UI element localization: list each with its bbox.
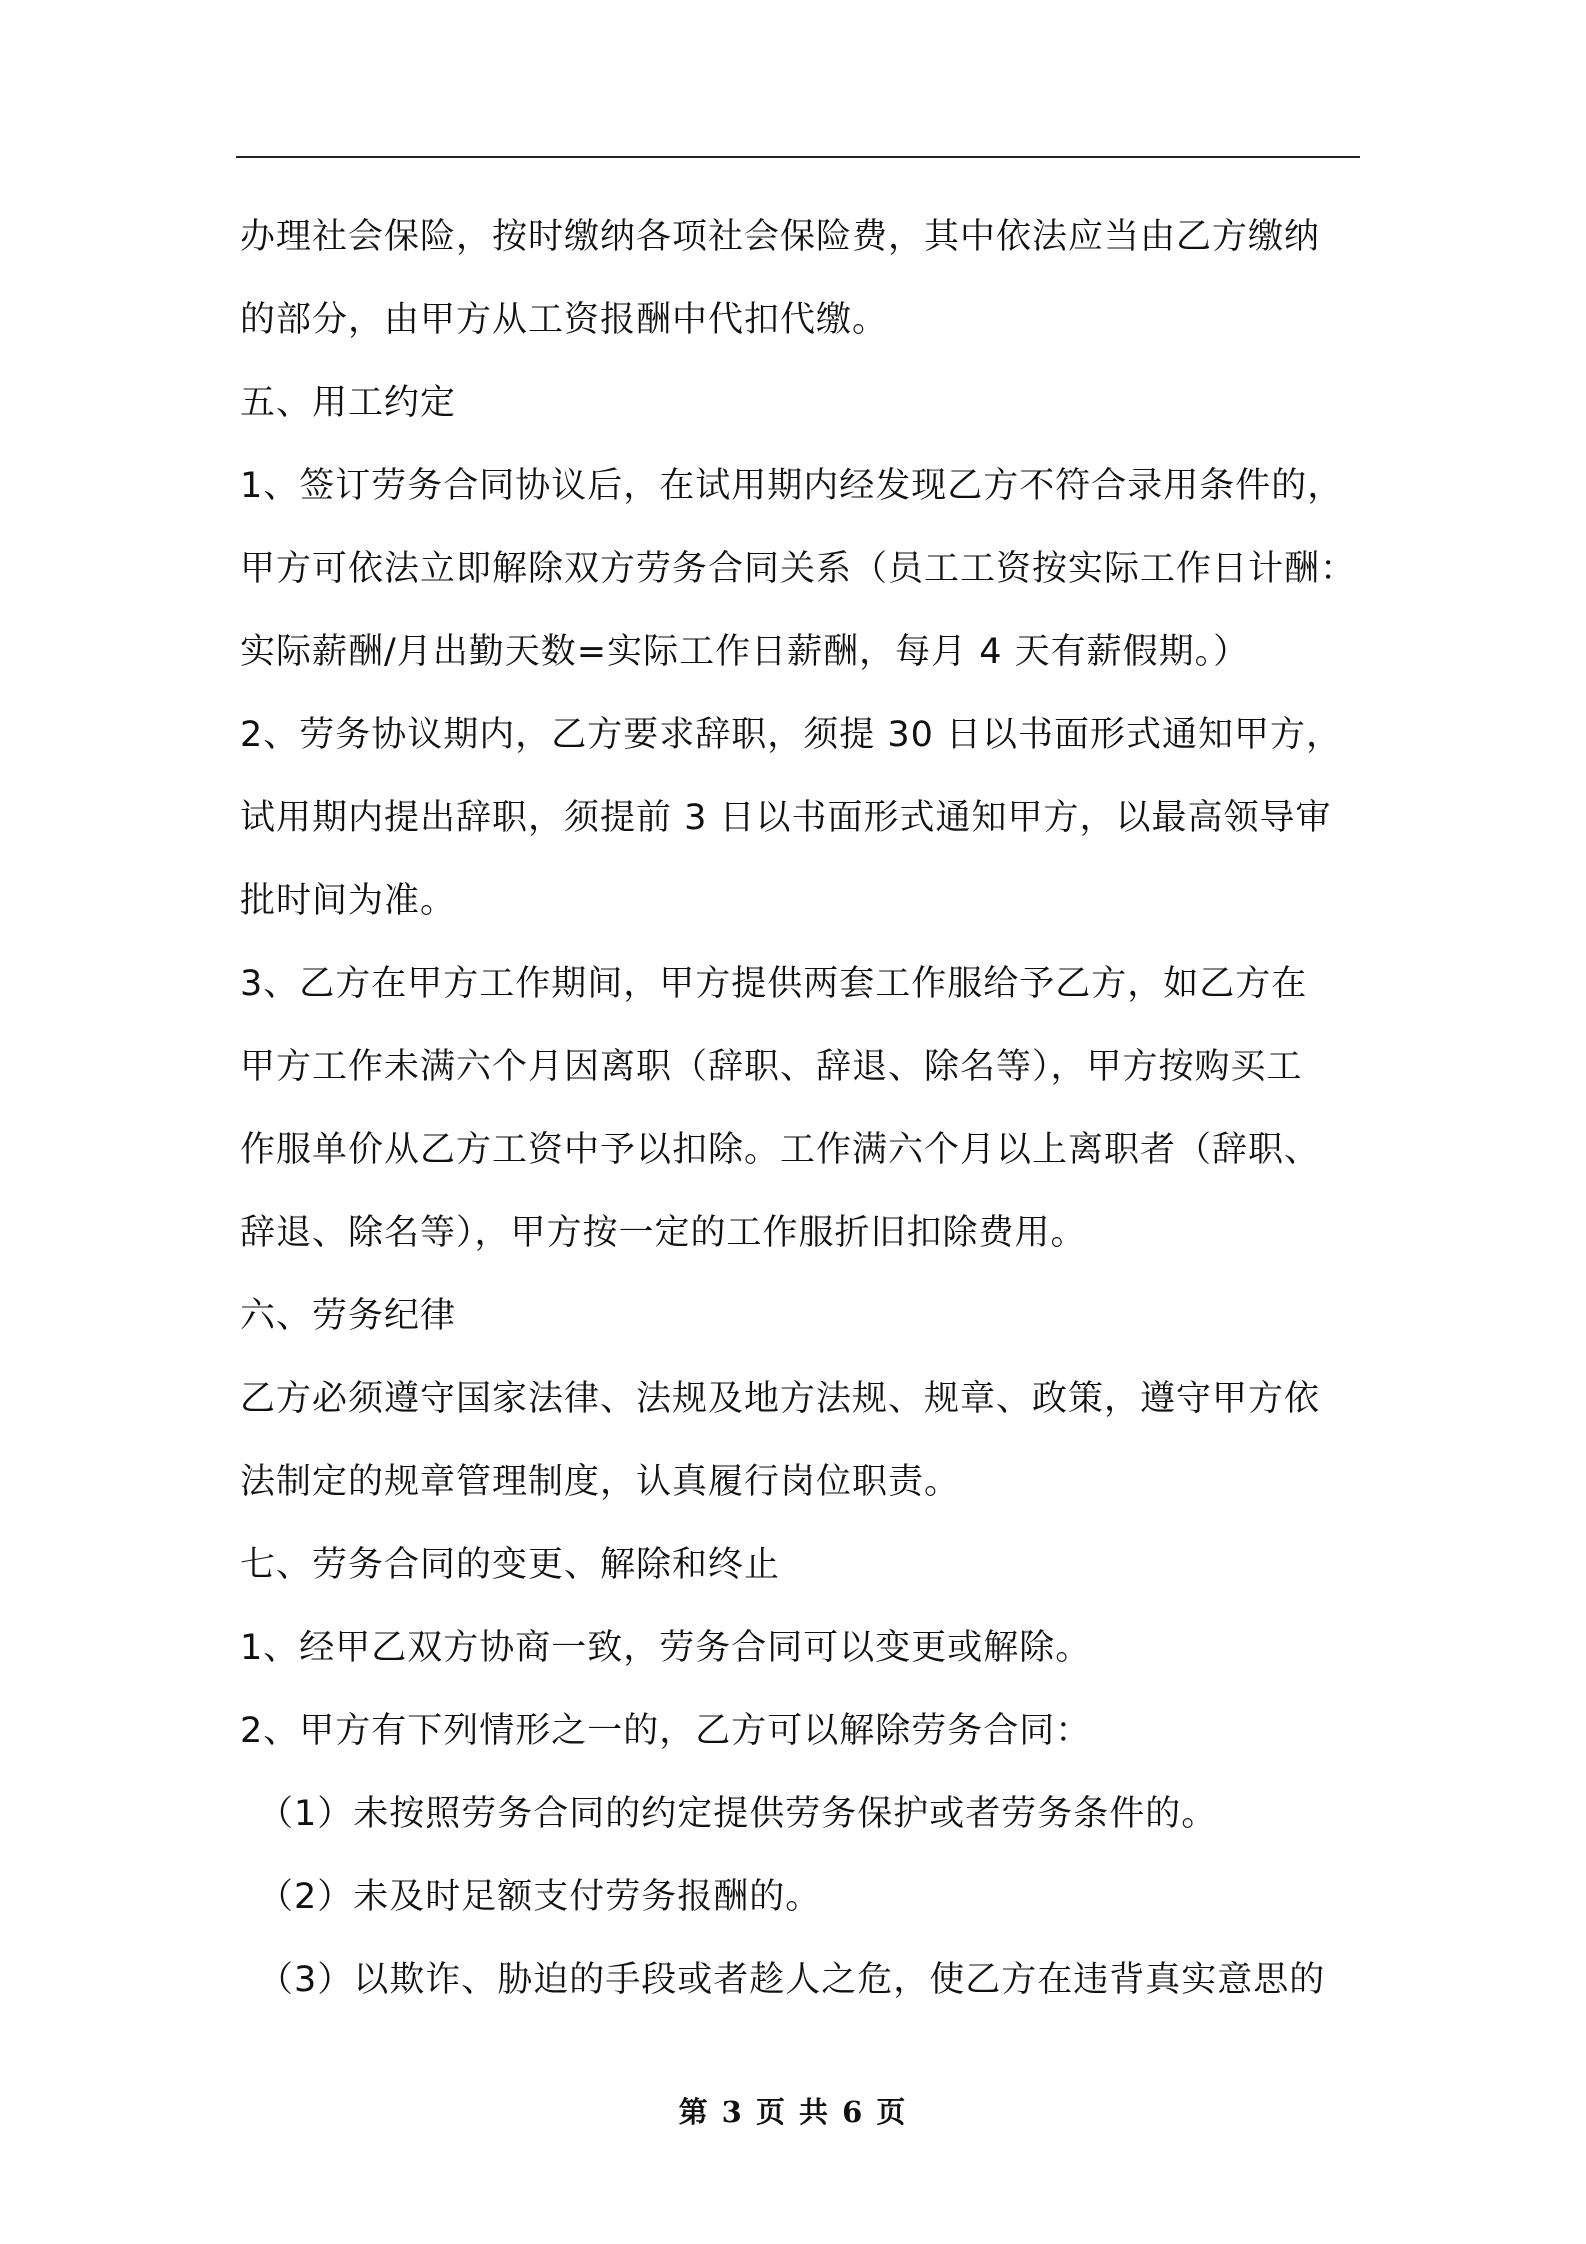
text-line: 3、乙方在甲方工作期间，甲方提供两套工作服给予乙方，如乙方在 — [240, 964, 1308, 1004]
text-line: 乙方必须遵守国家法律、法规及地方法规、规章、政策，遵守甲方依 — [240, 1379, 1321, 1419]
list-item: （1）未按照劳务合同的约定提供劳务保护或者劳务条件的。 — [258, 1794, 1218, 1834]
text-line: 作服单价从乙方工资中予以扣除。工作满六个月以上离职者（辞职、 — [240, 1130, 1321, 1170]
header-rule — [236, 156, 1360, 158]
section-heading: 七、劳务合同的变更、解除和终止 — [240, 1545, 781, 1585]
text-line: 试用期内提出辞职，须提前 3 日以书面形式通知甲方，以最高领导审 — [240, 798, 1332, 838]
text-line: 批时间为准。 — [240, 881, 457, 921]
text-line: 甲方工作未满六个月因离职（辞职、辞退、除名等），甲方按购买工 — [240, 1047, 1303, 1087]
text-line: 1、签订劳务合同协议后，在试用期内经发现乙方不符合录用条件的， — [240, 466, 1344, 506]
text-line: 辞退、除名等），甲方按一定的工作服折旧扣除费用。 — [240, 1213, 1087, 1253]
section-heading: 六、劳务纪律 — [240, 1296, 457, 1336]
text-line: 1、经甲乙双方协商一致，劳务合同可以变更或解除。 — [240, 1628, 1092, 1668]
text-line: 法制定的规章管理制度，认真履行岗位职责。 — [240, 1462, 961, 1502]
text-line: 2、甲方有下列情形之一的，乙方可以解除劳务合同： — [240, 1711, 1092, 1751]
contract-body-text — [240, 196, 1370, 2022]
section-heading: 五、用工约定 — [240, 383, 457, 423]
text-line: 2、劳务协议期内，乙方要求辞职，须提 30 日以书面形式通知甲方， — [240, 715, 1343, 755]
text-line: 办理社会保险，按时缴纳各项社会保险费，其中依法应当由乙方缴纳 — [240, 217, 1321, 257]
list-item: （2）未及时足额支付劳务报酬的。 — [258, 1877, 822, 1917]
text-line: 甲方可依法立即解除双方劳务合同关系（员工工资按实际工作日计酬： — [240, 549, 1357, 589]
list-item: （3）以欺诈、胁迫的手段或者趁人之危，使乙方在违背真实意思的 — [258, 1960, 1326, 2000]
page-number: 第 3 页 共 6 页 — [678, 2095, 908, 2129]
text-line: 的部分，由甲方从工资报酬中代扣代缴。 — [240, 300, 889, 340]
text-line: 实际薪酬/月出勤天数=实际工作日薪酬，每月 4 天有薪假期。） — [240, 632, 1250, 672]
